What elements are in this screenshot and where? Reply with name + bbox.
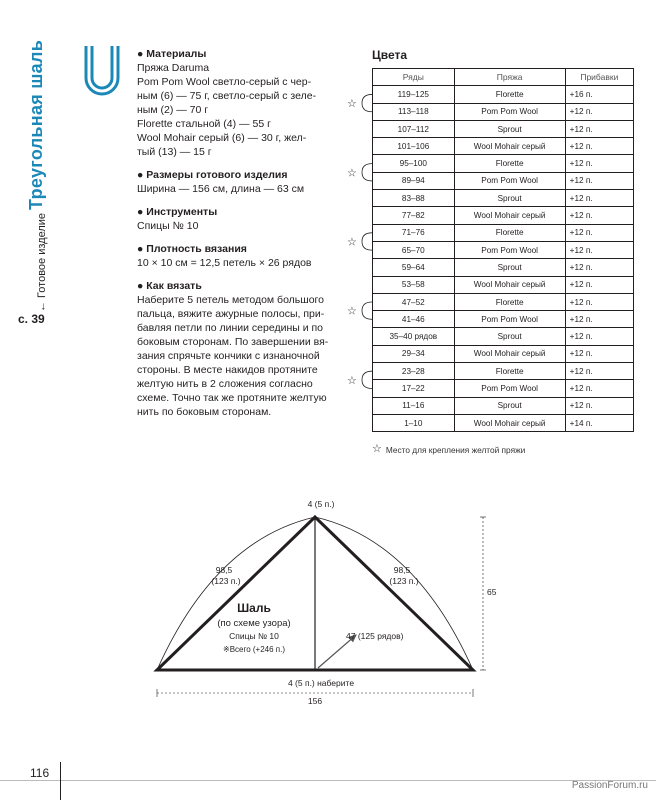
star-icon: ☆ — [347, 304, 357, 318]
howto-line: зания спрячьте кончики с изнаночной — [137, 350, 320, 362]
cell-increase: +12 п. — [565, 241, 633, 258]
diagram-title: Шаль — [237, 601, 271, 615]
cell-increase: +12 п. — [565, 363, 633, 380]
cell-yarn: Florette — [454, 224, 565, 241]
table-note — [372, 444, 525, 455]
table-row — [373, 155, 634, 172]
howto-section — [137, 279, 337, 419]
cell-increase: +12 п. — [565, 293, 633, 310]
howto-line: стороны. В месте накидов протяните — [137, 364, 318, 376]
cell-rows: 11–16 — [373, 397, 455, 414]
gauge-heading: ● Плотность вязания — [137, 243, 247, 255]
cell-yarn: Florette — [454, 363, 565, 380]
colors-title: Цвета — [372, 48, 408, 62]
cell-yarn: Pom Pom Wool — [454, 380, 565, 397]
cell-increase: +12 п. — [565, 155, 633, 172]
header-rows: Ряды — [373, 69, 455, 86]
star-bracket — [362, 233, 372, 250]
table-header-row — [373, 69, 634, 86]
table-row — [373, 120, 634, 137]
table-row — [373, 241, 634, 258]
sidebar-title: Треугольная шаль — [26, 39, 46, 210]
cell-yarn: Florette — [454, 293, 565, 310]
instructions-column — [137, 47, 337, 428]
size-text: Ширина — 156 см, длина — 63 см — [137, 183, 305, 195]
page-number: 116 — [30, 766, 50, 780]
gauge-text: 10 × 10 см = 12,5 петель × 26 рядов — [137, 257, 312, 269]
cell-rows: 41–46 — [373, 311, 455, 328]
cell-yarn: Sprout — [454, 397, 565, 414]
cell-increase: +12 п. — [565, 138, 633, 155]
star-icon: ☆ — [347, 373, 357, 387]
footer-line — [0, 780, 656, 781]
table-row — [373, 363, 634, 380]
cell-increase: +12 п. — [565, 103, 633, 120]
colors-table — [372, 68, 634, 432]
star-icon: ☆ — [347, 97, 357, 111]
materials-line: тый (13) — 15 г — [137, 146, 212, 158]
cell-rows: 17–22 — [373, 380, 455, 397]
star-bracket — [362, 371, 372, 388]
star-bracket — [362, 164, 372, 181]
cell-rows: 29–34 — [373, 345, 455, 362]
materials-line: Пряжа Daruma — [137, 62, 210, 74]
table-row — [373, 138, 634, 155]
table-row — [373, 397, 634, 414]
sidebar-subtitle — [36, 213, 48, 312]
right-side-length: 98,5 — [393, 565, 411, 575]
shawl-diagram — [0, 480, 656, 710]
cell-yarn: Wool Mohair серый — [454, 138, 565, 155]
star-brackets — [344, 68, 374, 438]
cell-increase: +14 п. — [565, 414, 633, 431]
cell-yarn: Wool Mohair серый — [454, 414, 565, 431]
cell-yarn: Florette — [454, 155, 565, 172]
table-row — [373, 190, 634, 207]
table-row — [373, 328, 634, 345]
cell-rows: 35–40 рядов — [373, 328, 455, 345]
left-side-length: 98,5 — [215, 565, 233, 575]
tools-heading: ● Инструменты — [137, 206, 218, 218]
cell-yarn: Pom Pom Wool — [454, 103, 565, 120]
materials-line: ным (2) — 70 г — [137, 104, 209, 116]
table-row — [373, 86, 634, 103]
header-yarn: Пряжа — [454, 69, 565, 86]
howto-line: желтую нить в 2 сложения согласно — [137, 378, 313, 390]
table-row — [373, 276, 634, 293]
howto-line: пальца, вяжите ажурные полосы, при- — [137, 308, 325, 320]
cell-rows: 71–76 — [373, 224, 455, 241]
height-label: 65 — [487, 587, 497, 597]
bottom-label: 4 (5 п.) наберите — [287, 678, 355, 688]
cell-yarn: Wool Mohair серый — [454, 207, 565, 224]
cell-yarn: Wool Mohair серый — [454, 345, 565, 362]
cell-increase: +12 п. — [565, 276, 633, 293]
tools-section — [137, 205, 337, 233]
cell-yarn: Sprout — [454, 259, 565, 276]
diagram-subtitle: (по схеме узора) — [217, 618, 291, 629]
star-icon: ☆ — [347, 166, 357, 180]
cell-rows: 23–28 — [373, 363, 455, 380]
cell-rows: 59–64 — [373, 259, 455, 276]
cell-increase: +12 п. — [565, 380, 633, 397]
cell-yarn: Sprout — [454, 190, 565, 207]
header-increases: Прибавки — [565, 69, 633, 86]
table-row — [373, 414, 634, 431]
cell-yarn: Pom Pom Wool — [454, 311, 565, 328]
cell-increase: +12 п. — [565, 328, 633, 345]
cell-rows: 1–10 — [373, 414, 455, 431]
width-label: 156 — [307, 696, 323, 706]
arrow-label: 47 (125 рядов) — [346, 631, 404, 641]
cell-rows: 77–82 — [373, 207, 455, 224]
materials-line: Florette стальной (4) — 55 г — [137, 118, 271, 130]
cell-yarn: Sprout — [454, 120, 565, 137]
cell-increase: +12 п. — [565, 259, 633, 276]
table-row — [373, 345, 634, 362]
arrow-left-icon: ← — [36, 301, 48, 312]
table-row — [373, 293, 634, 310]
gauge-section — [137, 242, 337, 270]
table-row — [373, 224, 634, 241]
table-note-text: Место для крепления желтой пряжи — [385, 444, 526, 455]
star-bracket — [362, 94, 372, 111]
cell-increase: +12 п. — [565, 311, 633, 328]
materials-line: Wool Mohair серый (6) — 30 г, жел- — [137, 132, 307, 144]
top-label: 4 (5 п.) — [307, 499, 335, 509]
size-section — [137, 168, 337, 196]
cell-rows: 119–125 — [373, 86, 455, 103]
cell-rows: 53–58 — [373, 276, 455, 293]
cell-increase: +12 п. — [565, 207, 633, 224]
tools-text: Спицы № 10 — [137, 220, 199, 232]
cell-yarn: Pom Pom Wool — [454, 172, 565, 189]
cell-increase: +12 п. — [565, 172, 633, 189]
diagram-total: ※Всего (+246 п.) — [222, 645, 286, 654]
cell-yarn: Florette — [454, 86, 565, 103]
cell-yarn: Pom Pom Wool — [454, 241, 565, 258]
cell-yarn: Sprout — [454, 328, 565, 345]
sidebar-subtitle-text: Готовое изделие — [36, 212, 48, 298]
cell-increase: +12 п. — [565, 190, 633, 207]
cell-rows: 89–94 — [373, 172, 455, 189]
table-row — [373, 103, 634, 120]
materials-heading: ● Материалы — [137, 48, 207, 60]
cell-yarn: Wool Mohair серый — [454, 276, 565, 293]
cell-rows: 107–112 — [373, 120, 455, 137]
cell-increase: +12 п. — [565, 224, 633, 241]
watermark: PassionForum.ru — [571, 780, 648, 791]
left-side-stitches: (123 п.) — [211, 576, 241, 586]
materials-line: ным (6) — 75 г, светло-серый с зеле- — [137, 90, 317, 102]
table-row — [373, 259, 634, 276]
cell-rows: 47–52 — [373, 293, 455, 310]
table-row — [373, 207, 634, 224]
page-reference: с. 39 — [18, 312, 45, 326]
star-icon: ☆ — [372, 443, 382, 455]
cell-increase: +16 п. — [565, 86, 633, 103]
materials-section — [137, 47, 337, 159]
size-heading: ● Размеры готового изделия — [137, 169, 288, 181]
howto-line: схеме. Точно так же протяните желтую — [137, 392, 327, 404]
cell-rows: 101–106 — [373, 138, 455, 155]
cell-rows: 65–70 — [373, 241, 455, 258]
howto-line: боковым сторонам. По завершении вя- — [137, 336, 329, 348]
star-bracket — [362, 302, 372, 319]
right-side-stitches: (123 п.) — [389, 576, 419, 586]
cell-increase: +12 п. — [565, 397, 633, 414]
materials-line: Pom Pom Wool светло-серый с чер- — [137, 76, 312, 88]
howto-line: Наберите 5 петель методом большого — [137, 294, 324, 306]
table-row — [373, 172, 634, 189]
u-logo-icon — [82, 44, 122, 100]
cell-increase: +12 п. — [565, 345, 633, 362]
footer-divider — [60, 762, 61, 800]
table-row — [373, 380, 634, 397]
diagram-needles: Спицы № 10 — [229, 631, 279, 641]
table-row — [373, 311, 634, 328]
howto-heading: ● Как вязать — [137, 280, 202, 292]
cell-increase: +12 п. — [565, 120, 633, 137]
star-icon: ☆ — [347, 235, 357, 249]
howto-line: нить по боковым сторонам. — [137, 406, 272, 418]
howto-line: бавляя петли по линии середины и по — [137, 322, 324, 334]
cell-rows: 113–118 — [373, 103, 455, 120]
cell-rows: 83–88 — [373, 190, 455, 207]
cell-rows: 95–100 — [373, 155, 455, 172]
